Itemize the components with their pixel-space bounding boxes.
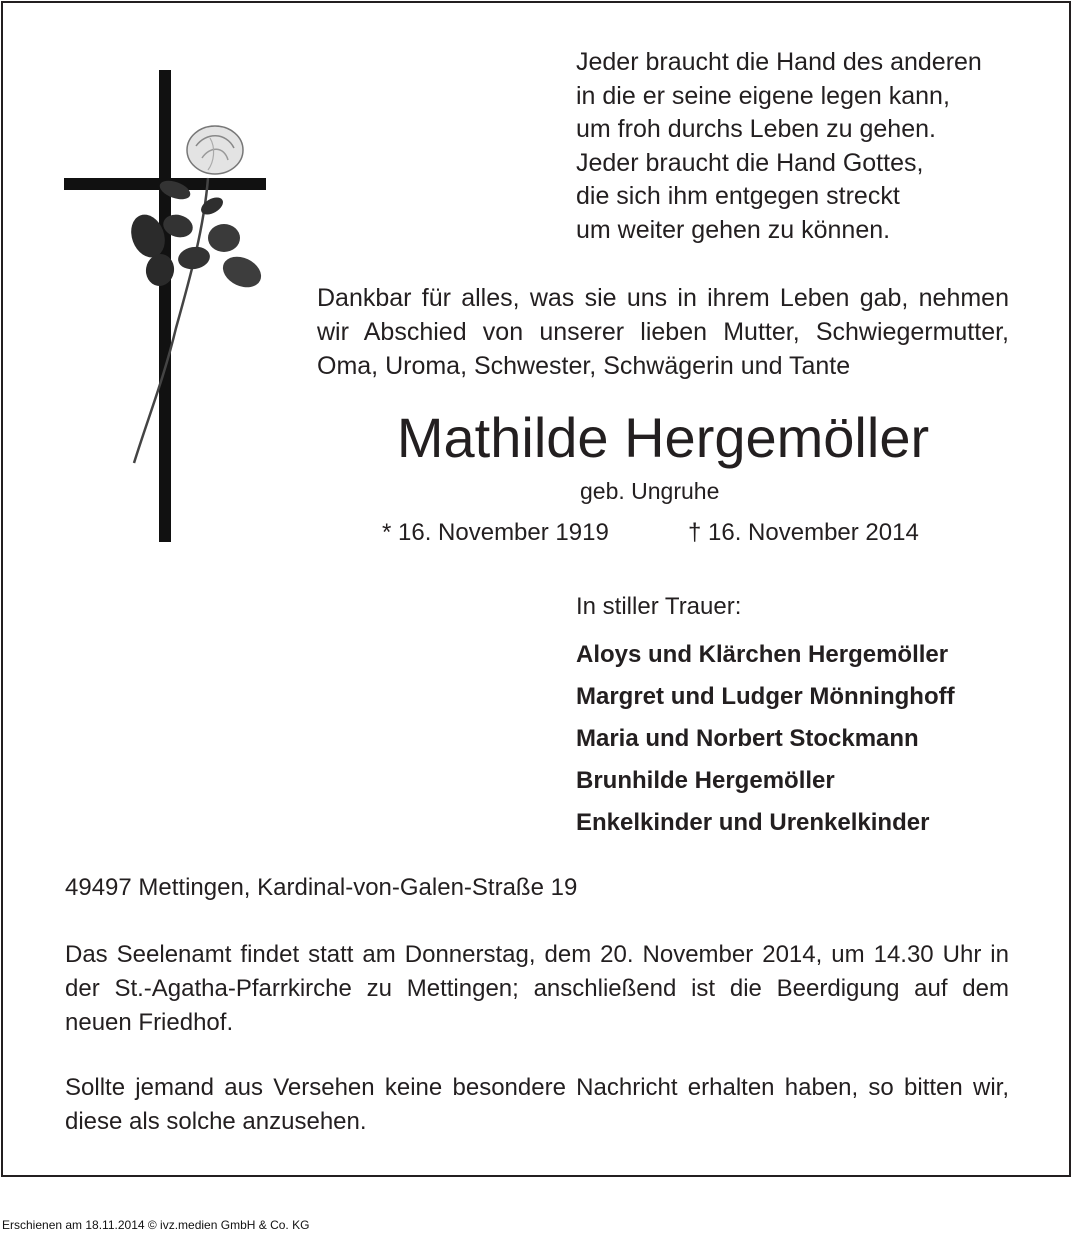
- poem: Jeder braucht die Hand des anderen in die er seine eigene legen kann, um froh durchs Leben zu gehen. Jeder braucht die Hand Gottes, die sich ihm entgegen streckt um weiter gehen zu können.: [576, 48, 982, 244]
- notice-text: Sollte jemand aus Versehen keine besondere Nachricht erhalten haben, so bitten wir, diese als solche anzusehen.: [65, 1074, 1009, 1135]
- mourner-name: Brunhilde Hergemöller: [576, 767, 835, 794]
- deceased-name: Mathilde Hergemöller: [396, 406, 930, 469]
- mourner-name: Enkelkinder und Urenkelkinder: [576, 809, 930, 836]
- mourner-name: Margret und Ludger Mönninghoff: [576, 683, 955, 710]
- maiden-name: geb. Ungruhe: [580, 478, 720, 504]
- mourning-title: In stiller Trauer:: [576, 593, 742, 620]
- mourner-name: Maria und Norbert Stockmann: [576, 725, 919, 752]
- birth-date: * 16. November 1919: [382, 519, 609, 546]
- rose-icon: [120, 118, 280, 473]
- service-text: Das Seelenamt findet statt am Donnerstag, dem 20. November 2014, um 14.30 Uhr in der St.-Agatha-Pfarrkirche zu Mettingen; anschließend ist die Beerdigung auf dem neuen Friedhof.: [65, 941, 1009, 1036]
- intro-text: Dankbar für alles, was sie uns in ihrem Leben gab, nehmen wir Abschied von unserer lieben Mutter, Schwiegermutter, Oma, Uroma, Schwester, Schwägerin und Tante: [317, 284, 1009, 380]
- publication-footer: Erschienen am 18.11.2014 © ivz.medien GmbH & Co. KG: [2, 1218, 310, 1232]
- mourner-name: Aloys und Klärchen Hergemöller: [576, 641, 949, 668]
- mourners-list: [576, 634, 955, 844]
- death-date: † 16. November 2014: [688, 519, 919, 546]
- address: 49497 Mettingen, Kardinal-von-Galen-Straße 19: [65, 874, 578, 901]
